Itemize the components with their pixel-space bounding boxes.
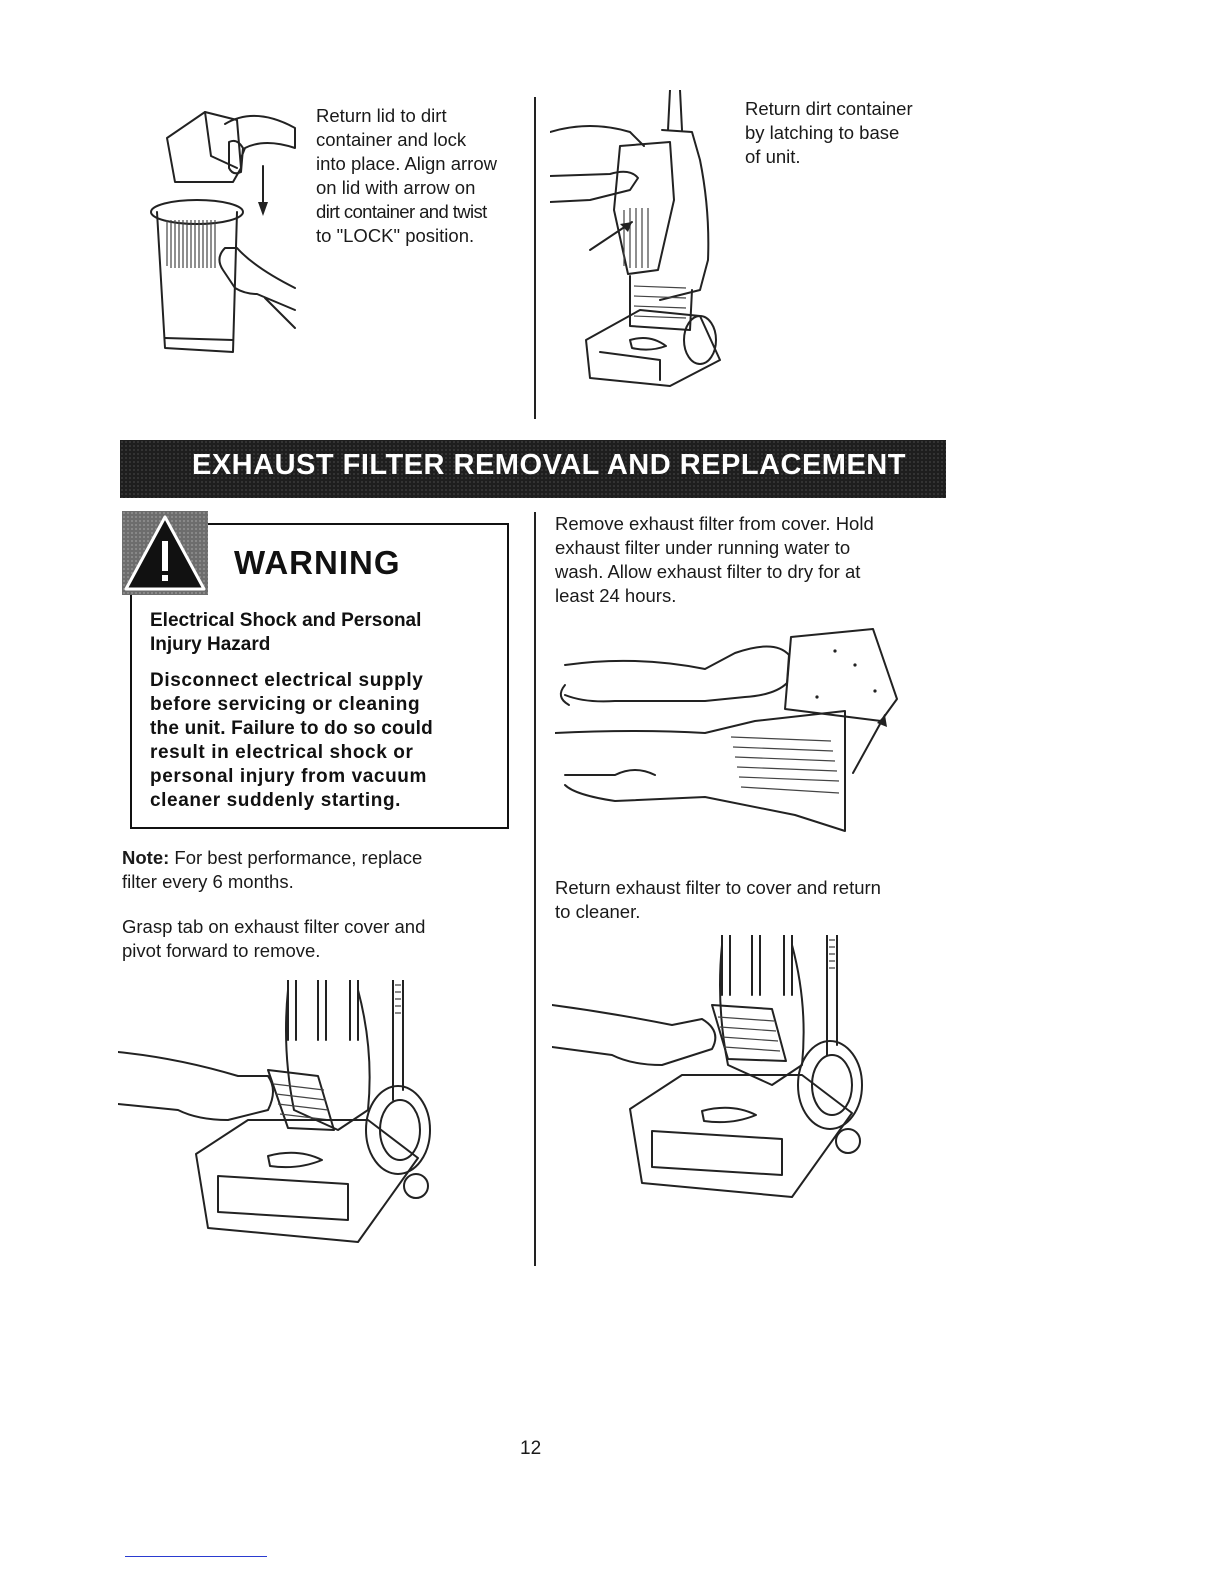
exhaust-cover-return-illustration [552, 935, 872, 1205]
warning-body-line: before servicing or cleaning [150, 694, 421, 715]
exhaust-cover-removal-illustration [118, 980, 438, 1250]
section-banner [120, 440, 946, 498]
return-caption [555, 876, 935, 924]
caption-line: Return lid to dirt [316, 105, 447, 126]
caption-line: into place. Align arrow [316, 153, 497, 174]
warning-body-line: cleaner suddenly starting. [150, 790, 402, 811]
warning-body-line: result in electrical shock or [150, 742, 414, 763]
caption-line: container and lock [316, 129, 467, 150]
note-paragraph [122, 846, 502, 894]
dirt-container-lid-illustration [145, 98, 310, 360]
footer-link-underline [125, 1556, 267, 1557]
filter-washing-illustration [555, 625, 905, 850]
remove-caption [555, 512, 935, 608]
bottom-column-divider [534, 512, 536, 1266]
warning-body-line: the unit. Failure to do so could [150, 718, 433, 739]
page-number: 12 [520, 1438, 542, 1459]
caption-line: pivot forward to remove. [122, 940, 321, 961]
top-column-divider [534, 97, 536, 419]
warning-body-line: Disconnect electrical supply [150, 670, 424, 691]
top-left-caption [316, 104, 526, 248]
note-line: For best performance, replace [174, 847, 423, 868]
caption-line: to "LOCK" position. [316, 225, 475, 246]
top-right-caption [745, 97, 955, 169]
caption-line: Grasp tab on exhaust filter cover and [122, 916, 426, 937]
vacuum-upright-illustration [550, 90, 730, 390]
caption-line: Remove exhaust filter from cover. Hold [555, 513, 874, 534]
warning-triangle-icon [122, 511, 208, 595]
section-title: EXHAUST FILTER REMOVAL AND REPLACEMENT [192, 449, 906, 481]
caption-line: of unit. [745, 146, 801, 167]
warning-subtitle-line: Injury Hazard [150, 634, 271, 655]
grasp-caption [122, 915, 502, 963]
caption-line: to cleaner. [555, 901, 641, 922]
caption-line: by latching to base [745, 122, 900, 143]
warning-body [150, 669, 506, 813]
note-line: filter every 6 months. [122, 871, 294, 892]
note-label: Note: [122, 847, 170, 868]
caption-line: Return dirt container [745, 98, 913, 119]
warning-title: WARNING [234, 544, 401, 581]
caption-line: exhaust filter under running water to [555, 537, 851, 558]
warning-body-line: personal injury from vacuum [150, 766, 427, 787]
caption-line: least 24 hours. [555, 585, 677, 606]
warning-subtitle-line: Electrical Shock and Personal [150, 610, 422, 631]
caption-line: dirt container and twist [316, 201, 487, 222]
caption-line: on lid with arrow on [316, 177, 476, 198]
caption-line: Return exhaust filter to cover and return [555, 877, 881, 898]
caption-line: wash. Allow exhaust filter to dry for at [555, 561, 861, 582]
warning-subtitle [150, 609, 500, 657]
